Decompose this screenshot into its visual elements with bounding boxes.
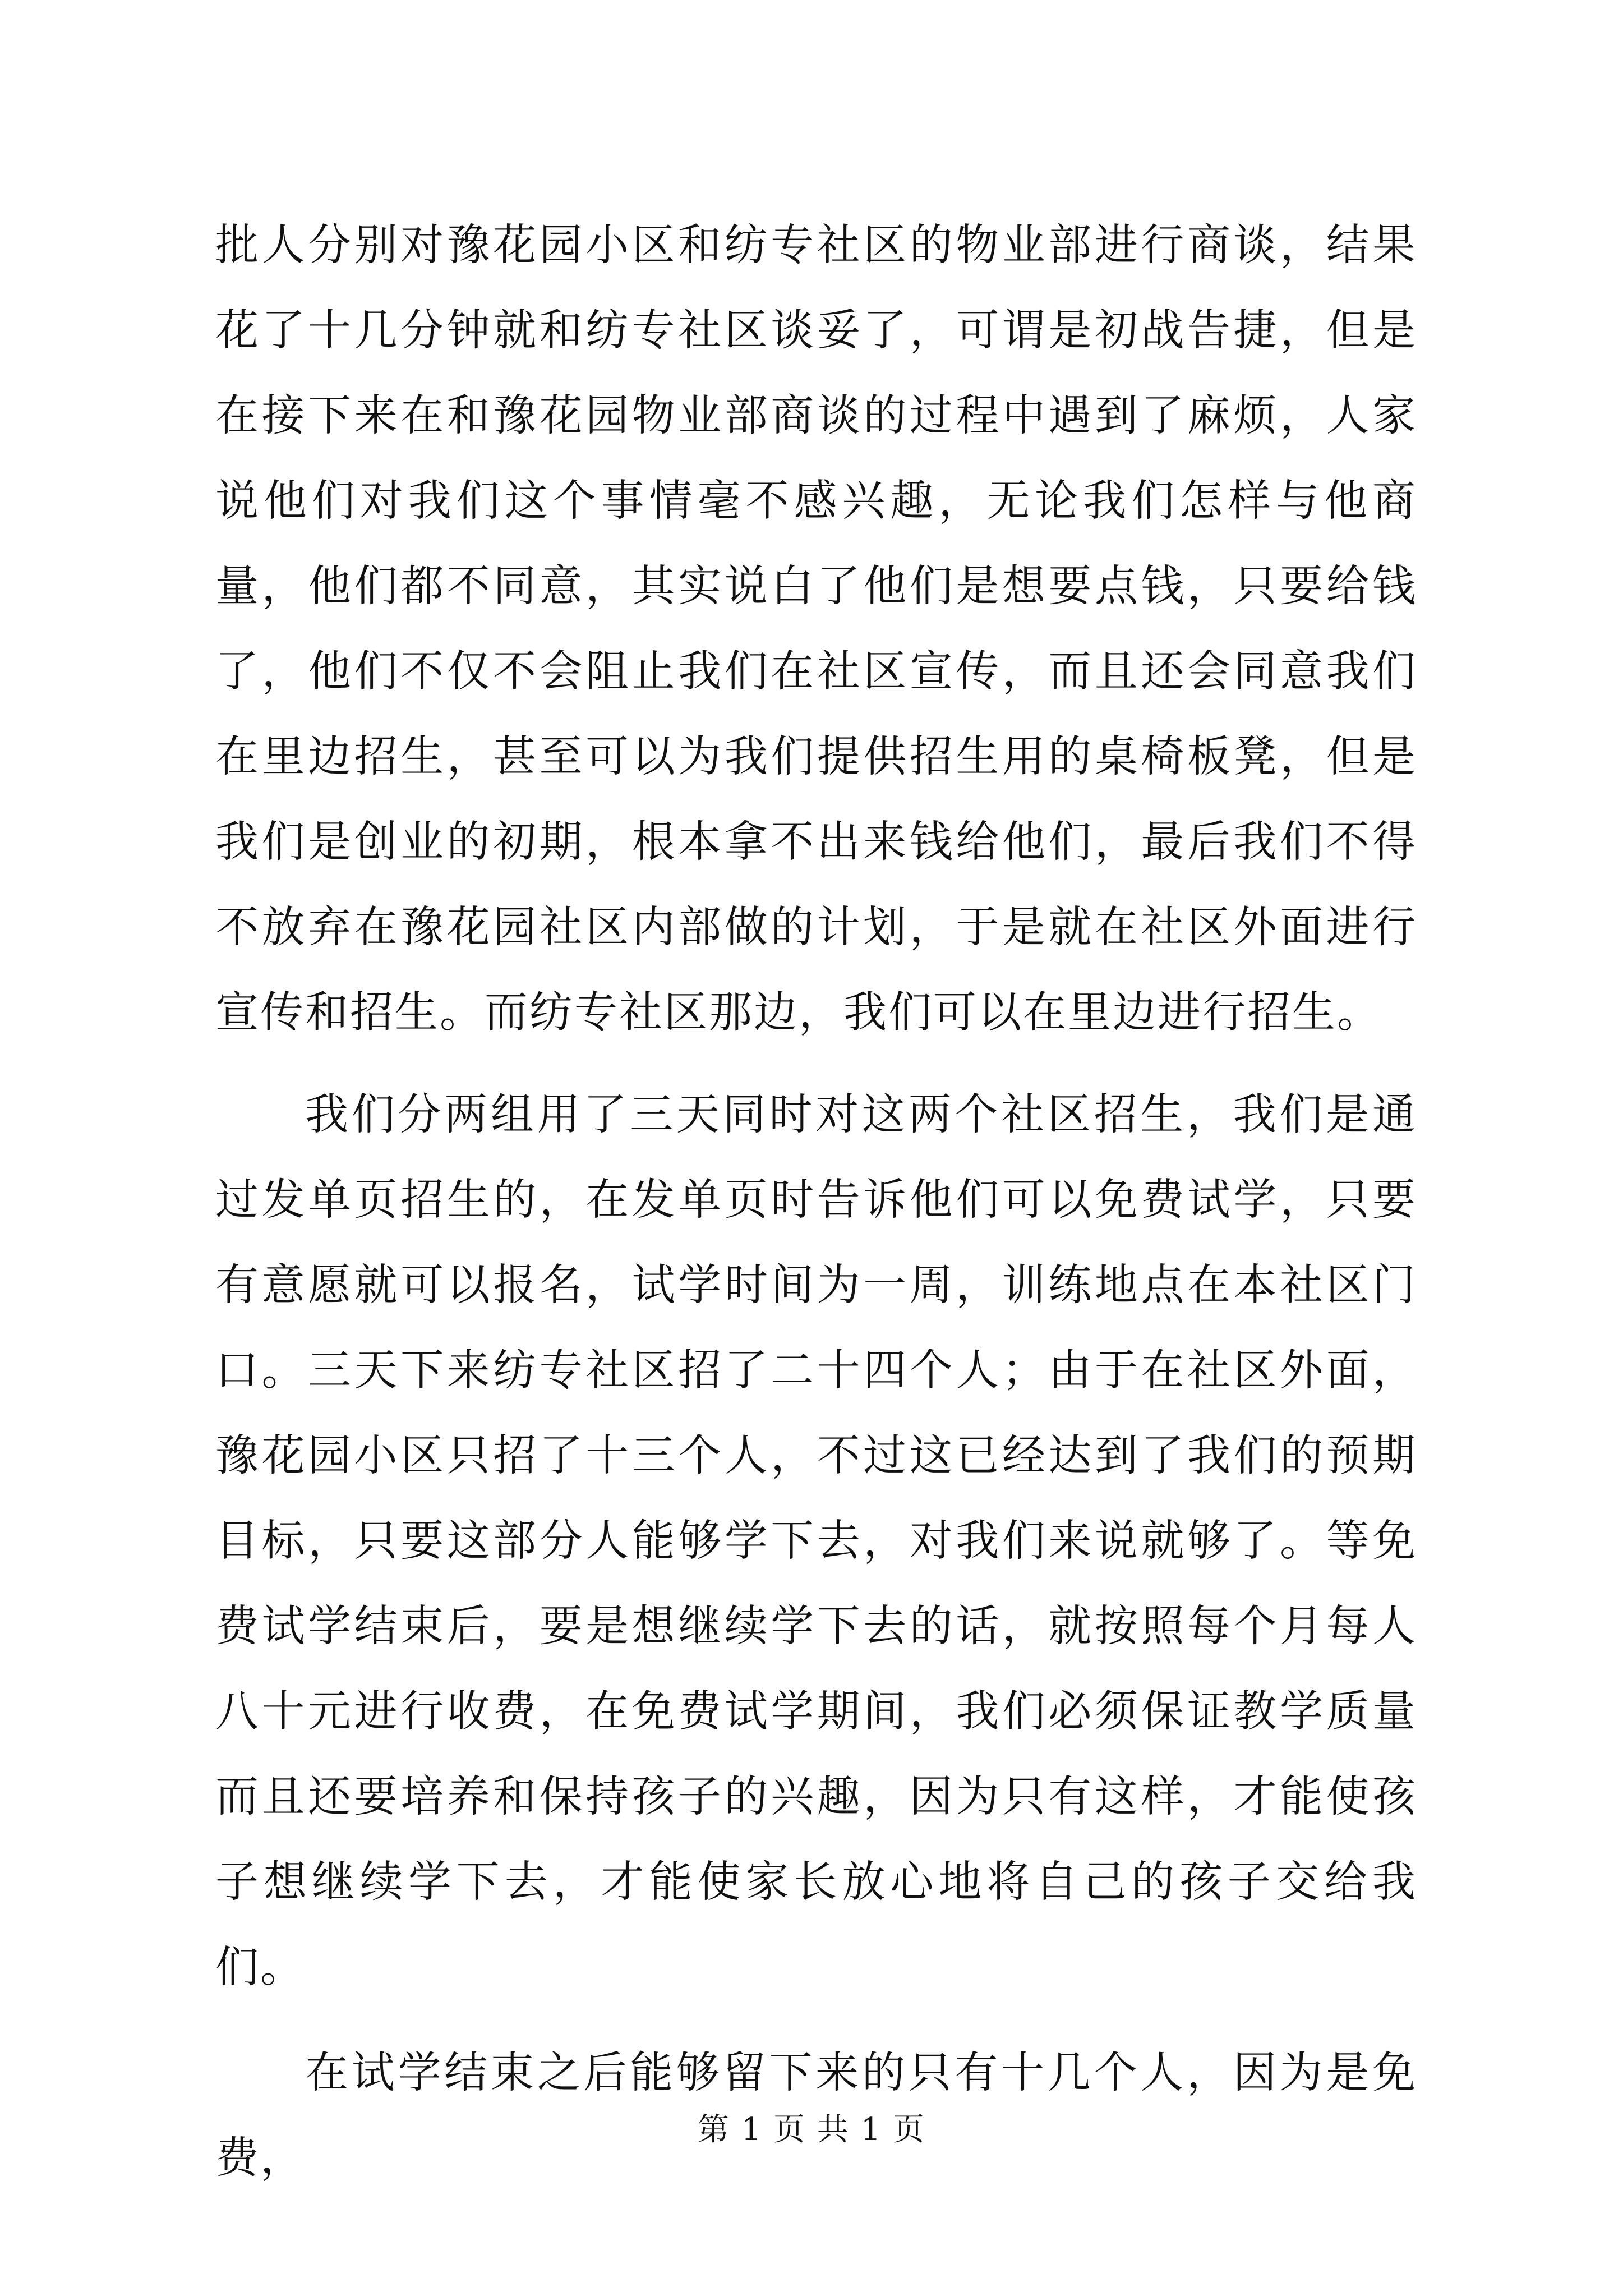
paragraph-3: 在试学结束之后能够留下来的只有十几个人，因为是免费，	[215, 2048, 1417, 2183]
document-body	[215, 203, 1417, 2201]
paragraph-1: 批人分别对豫花园小区和纺专社区的物业部进行商谈，结果花了十几分钟就和纺专社区谈妥了，可谓是初战告捷，但是在接下来在和豫花园物业部商谈的过程中遇到了麻烦，人家说他们对我们这个事情毫不感兴趣，无论我们怎样与他商量，他们都不同意，其实说白了他们是想要点钱，只要给钱了，他们不仅不会阻止我们在社区宣传，而且还会同意我们在里边招生，甚至可以为我们提供招生用的桌椅板凳，但是我们是创业的初期，根本拿不出来钱给他们，最后我们不得不放弃在豫花园社区内部做的计划，于是就在社区外面进行宣传和招生。而纺专社区那边，我们可以在里边进行招生。	[215, 220, 1417, 1038]
paragraph-2: 我们分两组用了三天同时对这两个社区招生，我们是通过发单页招生的，在发单页时告诉他们可以免费试学，只要有意愿就可以报名，试学时间为一周，训练地点在本社区门口。三天下来纺专社区招了二十四个人；由于在社区外面，豫花园小区只招了十三个人，不过这已经达到了我们的预期目标，只要这部分人能够学下去，对我们来说就够了。等免费试学结束后，要是想继续学下去的话，就按照每个月每人八十元进行收费，在免费试学期间，我们必须保证教学质量而且还要培养和保持孩子的兴趣，因为只有这样，才能使孩子想继续学下去，才能使家长放心地将自己的孩子交给我们。	[215, 1090, 1417, 1993]
page-footer: 第 1 页 共 1 页	[697, 2111, 926, 2148]
